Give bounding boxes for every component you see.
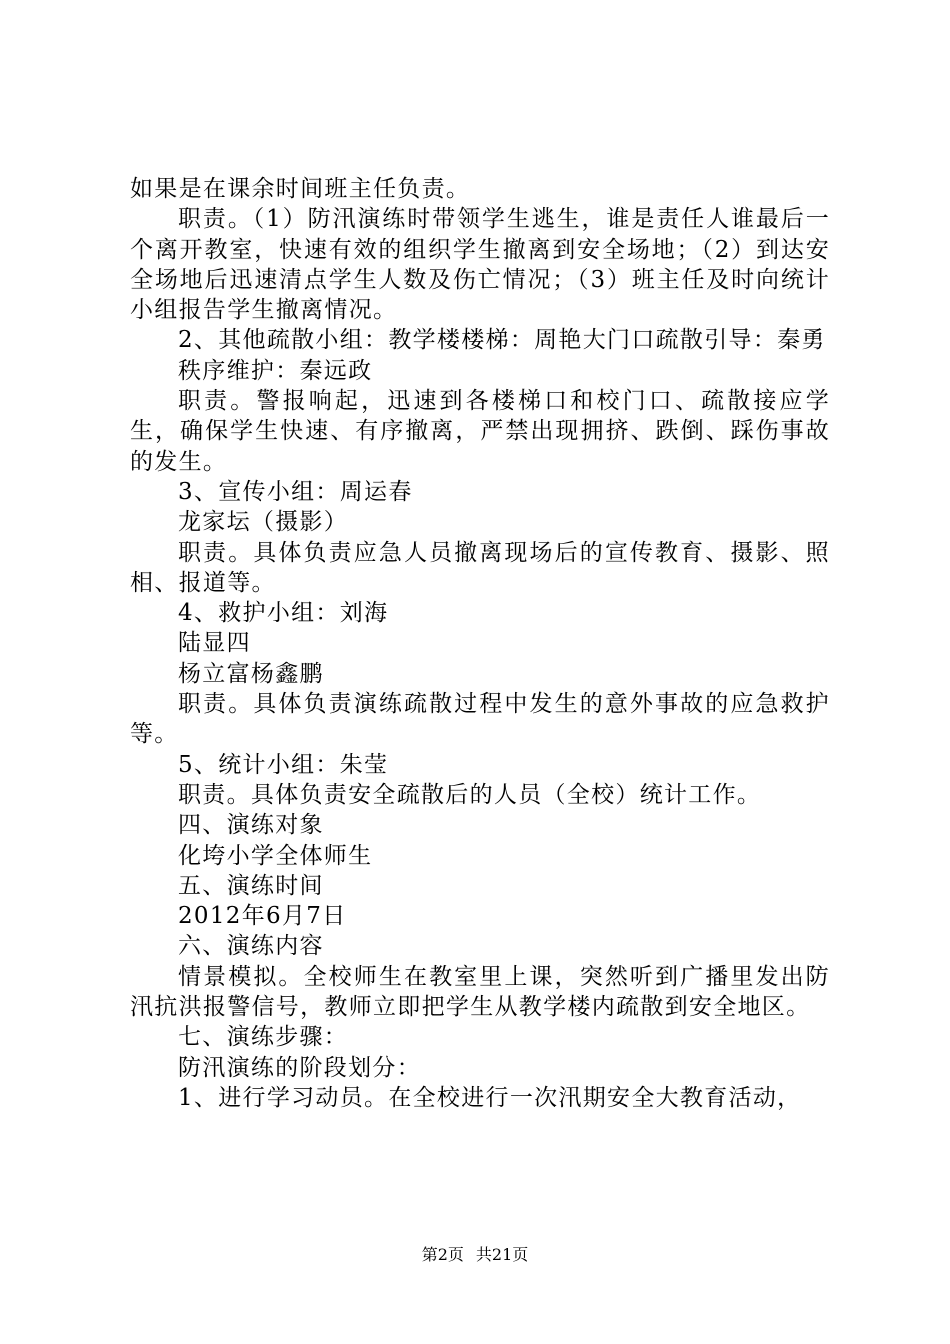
paragraph: 职责。具体负责应急人员撤离现场后的宣传教育、摄影、照相、报道等。	[130, 539, 830, 596]
document-body	[130, 174, 830, 1113]
paragraph: 龙家坛（摄影）	[178, 509, 349, 536]
paragraph: 如果是在课余时间班主任负责。	[130, 176, 471, 202]
paragraph: 四、演练对象	[178, 812, 324, 839]
paragraph: 2、其他疏散小组：教学楼楼梯：周艳大门口疏散引导：秦勇	[178, 327, 826, 354]
paragraph: 职责。（1）防汛演练时带领学生逃生，谁是责任人谁最后一个离开教室，快速有效的组织学生撤离到安全场地；（2）到达安全场地后迅速清点学生人数及伤亡情况；（3）班主任及时向统计小组报告学生撤离情况。	[130, 206, 830, 324]
paragraph: 2012年6月7日	[178, 903, 347, 930]
paragraph: 杨立富杨鑫鹏	[178, 660, 324, 687]
paragraph: 5、统计小组：朱莹	[178, 751, 389, 778]
paragraph: 职责。具体负责演练疏散过程中发生的意外事故的应急救护等。	[130, 691, 830, 748]
paragraph: 陆显四	[178, 630, 251, 657]
page-number: 第2页	[421, 1245, 464, 1264]
page-footer	[0, 1244, 950, 1266]
paragraph: 情景模拟。全校师生在教室里上课，突然听到广播里发出防汛抗洪报警信号，教师立即把学生从教学楼内疏散到安全地区。	[130, 963, 830, 1021]
paragraph: 秩序维护：秦远政	[178, 357, 373, 384]
paragraph: 五、演练时间	[178, 872, 324, 899]
paragraph: 职责。警报响起，迅速到各楼梯口和校门口、疏散接应学生，确保学生快速、有序撤离，严禁出现拥挤、跌倒、踩伤事故的发生。	[130, 388, 830, 475]
paragraph: 4、救护小组：刘海	[178, 600, 389, 627]
paragraph: 化垮小学全体师生	[178, 842, 373, 869]
paragraph: 职责。具体负责安全疏散后的人员（全校）统计工作。	[178, 781, 762, 808]
page-total: 共21页	[475, 1245, 529, 1264]
paragraph: 3、宣传小组：周运春	[178, 478, 413, 505]
paragraph: 七、演练步骤：	[178, 1024, 349, 1051]
paragraph: 防汛演练的阶段划分：	[178, 1054, 421, 1081]
paragraph: 1、进行学习动员。在全校进行一次汛期安全大教育活动，	[178, 1084, 802, 1111]
paragraph: 六、演练内容	[178, 933, 324, 960]
